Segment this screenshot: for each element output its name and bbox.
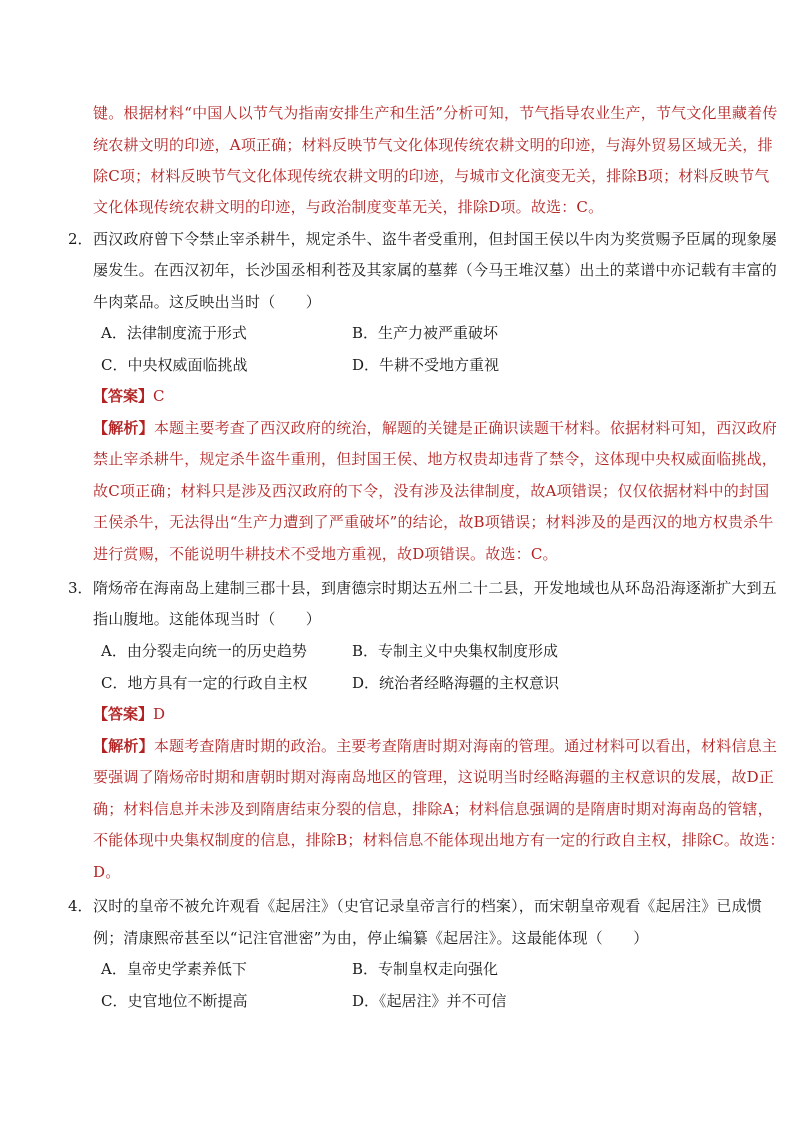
q3-analysis-line-3: 确；材料信息并未涉及到隋唐结束分裂的信息，排除A；材料信息强调的是隋唐时期对海南岛的管辖， <box>93 800 773 818</box>
intro-line-4: 文化体现传统农耕文明的印迹，与政治制度变革无关，排除D项。故选：C。 <box>93 198 604 216</box>
answer-tag: 【答案】 <box>93 387 154 405</box>
analysis-tag: 【解析】 <box>93 737 154 755</box>
q3-option-b: B．专制主义中央集权制度形成 <box>352 642 559 660</box>
q3-stem-line-1: 隋炀帝在海南岛上建制三郡十县，到唐德宗时期达五州二十二县，开发地域也从环岛沿海逐渐扩大到五 <box>93 579 778 597</box>
q4-option-b: B．专制皇权走向强化 <box>352 960 499 978</box>
q2-analysis-line-5: 进行赏赐，不能说明牛耕技术不受地方重视，故D项错误。故选：C。 <box>93 545 558 563</box>
q2-stem-line-3: 牛肉菜品。这反映出当时（ ） <box>93 293 322 311</box>
intro-line-3: 除C项；材料反映节气文化体现传统农耕文明的印迹，与城市文化演变无关，排除B项；材料反映节气 <box>93 167 770 185</box>
q3-analysis-line-4: 不能体现中央集权制度的信息，排除B；材料信息不能体现出地方有一定的行政自主权，排除C。故选： <box>93 831 785 849</box>
q3-option-a: A．由分裂走向统一的历史趋势 <box>101 642 307 660</box>
q4-stem-line-2: 例；清康熙帝甚至以“记注官泄密”为由，停止编纂《起居注》。这最能体现（ ） <box>93 929 649 947</box>
answer-tag: 【答案】 <box>93 705 154 723</box>
q2-stem-line-2: 屡发生。在西汉初年，长沙国丞相利苍及其家属的墓葬（今马王堆汉墓）出土的菜谱中亦记载有丰富的 <box>93 261 778 279</box>
intro-line-2: 统农耕文明的印迹，A项正确；材料反映节气文化体现传统农耕文明的印迹，与海外贸易区域无关，排 <box>93 136 773 154</box>
q2-answer <box>93 386 165 406</box>
intro-line-1: 键。根据材料“中国人以节气为指南安排生产和生活”分析可知，节气指导农业生产，节气文化里藏着传 <box>93 104 778 122</box>
q2-analysis-line-4: 王侯杀牛，无法得出“生产力遭到了严重破坏”的结论，故B项错误；材料涉及的是西汉的地方权贵杀牛 <box>93 513 774 531</box>
q2-analysis-line-1: 【解析】本题主要考查了西汉政府的统治，解题的关键是正确识读题干材料。依据材料可知，西汉政府 <box>93 419 778 437</box>
q2-option-b: B．生产力被严重破坏 <box>352 324 499 342</box>
q2-option-c: C．中央权威面临挑战 <box>101 356 248 374</box>
q3-analysis-line-1: 【解析】本题考查隋唐时期的政治。主要考查隋唐时期对海南的管理。通过材料可以看出，材料信息主 <box>93 737 778 755</box>
question-number-2: 2． <box>68 230 93 248</box>
q3-stem-line-2: 指山腹地。这能体现当时（ ） <box>93 610 322 628</box>
analysis-tag: 【解析】 <box>93 419 154 437</box>
q3-analysis-line-5: D。 <box>93 863 121 881</box>
q4-option-a: A．皇帝史学素养低下 <box>101 960 247 978</box>
answer-value: C <box>153 387 165 405</box>
q4-stem-line-1: 汉时的皇帝不被允许观看《起居注》（史官记录皇帝言行的档案），而宋朝皇帝观看《起居注》已成惯 <box>93 897 763 915</box>
q2-analysis-line-2: 禁止宰杀耕牛，规定杀牛盗牛重刑，但封国王侯、地方权贵却违背了禁令，这体现中央权威面临挑战， <box>93 450 778 468</box>
q2-analysis-line-3: 故C项正确；材料只是涉及西汉政府的下令，没有涉及法律制度，故A项错误；仅仅依据材料中的封国 <box>93 482 770 500</box>
question-number-4: 4． <box>68 897 93 915</box>
q2-option-a: A．法律制度流于形式 <box>101 324 247 342</box>
q4-option-c: C．史官地位不断提高 <box>101 992 248 1010</box>
q3-answer <box>93 704 165 724</box>
q3-option-c: C．地方具有一定的行政自主权 <box>101 674 308 692</box>
q2-stem-line-1: 西汉政府曾下令禁止宰杀耕牛，规定杀牛、盗牛者受重刑，但封国王侯以牛肉为奖赏赐予臣属的现象屡 <box>93 230 778 248</box>
q3-option-d: D．统治者经略海疆的主权意识 <box>352 674 560 692</box>
q2-option-d: D．牛耕不受地方重视 <box>352 356 500 374</box>
answer-value: D <box>153 705 166 723</box>
q3-analysis-line-2: 要强调了隋炀帝时期和唐朝时期对海南岛地区的管理，这说明当时经略海疆的主权意识的发展，故D正 <box>93 768 775 786</box>
question-number-3: 3． <box>68 579 93 597</box>
q4-option-d: D．《起居注》并不可信 <box>352 992 507 1010</box>
